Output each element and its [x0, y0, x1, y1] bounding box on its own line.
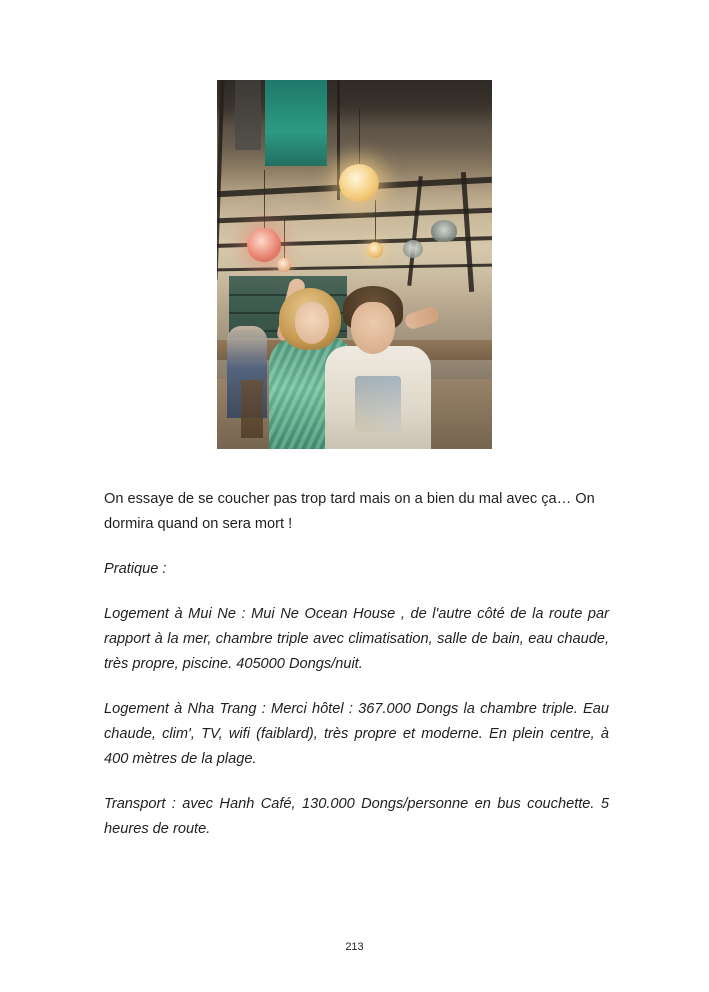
ceiling-fan: [431, 220, 457, 242]
page-number: 213: [345, 941, 364, 953]
ceiling-beam: [217, 80, 224, 280]
ceiling-fan: [403, 240, 423, 258]
man-arm: [403, 305, 440, 331]
photo-wall-panel-dark: [235, 80, 261, 150]
lantern-cord: [359, 108, 360, 166]
lantern-cord: [264, 170, 265, 230]
tshirt-print: [355, 376, 401, 432]
cafe-chair: [241, 380, 263, 438]
woman-face: [295, 302, 329, 344]
ceiling-beam: [217, 264, 492, 272]
ceiling-beam: [461, 172, 474, 292]
lantern-light: [367, 242, 383, 258]
lantern-light: [247, 228, 281, 262]
body-text: [104, 487, 609, 862]
paragraph-logement-mui-ne: Logement à Mui Ne : Mui Ne Ocean House , de l'autre côté de la route par rapport à la mer, chambre triple avec climatisation, salle de bain, eau chaude, très propre, piscine. 405000 Dongs/nuit.: [104, 606, 609, 672]
lantern-light: [277, 258, 291, 272]
photo-wall-panel-teal: [265, 80, 327, 166]
lantern-cord: [375, 200, 376, 244]
man-face: [351, 302, 395, 354]
ceiling-beam: [407, 176, 422, 286]
paragraph-transport: Transport : avec Hanh Café, 130.000 Dongs/personne en bus couchette. 5 heures de route.: [104, 796, 609, 837]
paragraph-logement-nha-trang: Logement à Nha Trang : Merci hôtel : 367.000 Dongs la chambre triple. Eau chaude, clim', TV, wifi (faiblard), très propre et moderne. En plein centre, à 400 mètres de la plage.: [104, 701, 609, 767]
paragraph-intro: On essaye de se coucher pas trop tard mais on a bien du mal avec ça… On dormira quand on sera mort !: [104, 491, 595, 532]
cafe-selfie-photo: [217, 80, 492, 449]
lantern-light: [339, 164, 379, 202]
paragraph-pratique-heading: Pratique :: [104, 561, 167, 577]
photo-frame: [217, 80, 492, 449]
lantern-cord: [284, 220, 285, 260]
